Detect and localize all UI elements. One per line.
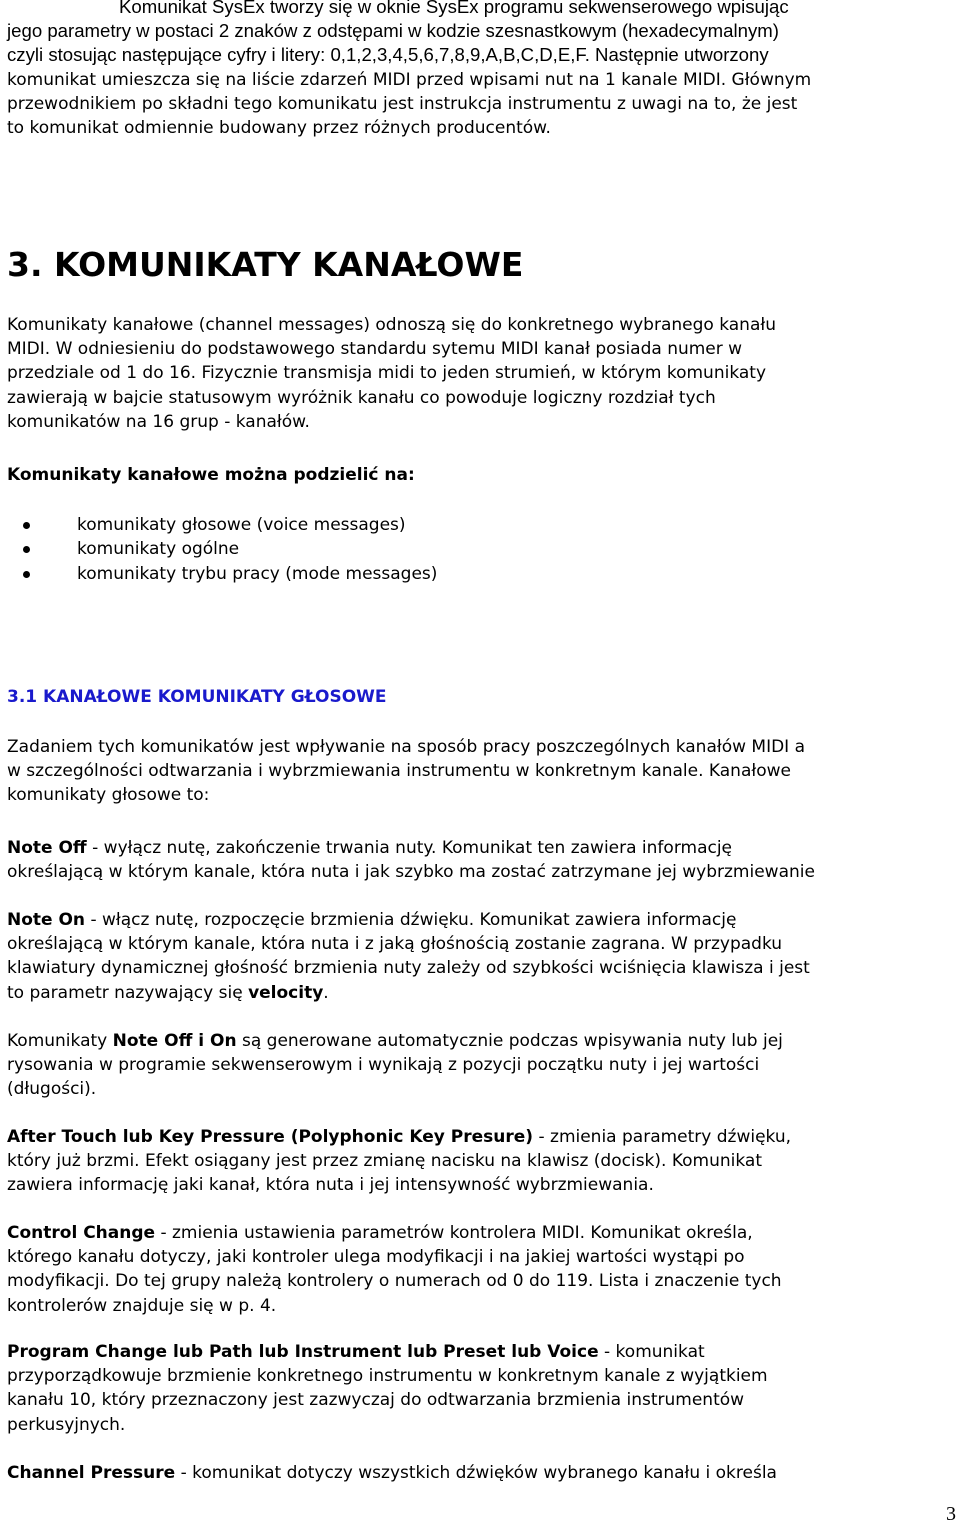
note-off-on-term: Note Off i On [112,1031,237,1051]
paragraph-line: którego kanału dotyczy, jaki kontroler ulega modyfikacji i na jakiej wartości wystąpi po [7,1247,745,1268]
page-number: 3 [946,1503,956,1525]
list-item [7,562,437,586]
note-off-term: Note Off [7,838,87,858]
bullet-list [7,513,437,586]
paragraph-text: - komunikat [598,1342,705,1362]
intro-line: to komunikat odmiennie budowany przez różnych producentów. [7,118,551,139]
paragraph-line: rysowania w programie sekwenserowym i wynikają z pozycji początku nuty i jej wartości [7,1055,760,1076]
intro-paragraph [7,0,954,140]
channel-pressure-term: Channel Pressure [7,1463,176,1483]
intro-line: czyli stosując następujące cyfry i litery: 0,1,2,3,4,5,6,7,8,9,A,B,C,D,E,F. Następnie utworzony [7,44,769,66]
control-change-term: Control Change [7,1223,156,1243]
paragraph-line: klawiatury dynamicznej głośność brzmienia nuty zależy od szybkości wciśnięcia klawisza i jest [7,958,810,979]
intro-line: komunikat umieszcza się na liście zdarzeń MIDI przed wpisami nut na 1 kanale MIDI. Głównym [7,69,812,90]
bullet-icon [23,522,30,529]
bullet-icon [23,571,30,578]
paragraph-line: kanału 10, który przeznaczony jest zazwyczaj do odtwarzania brzmienia instrumentów [7,1390,745,1411]
paragraph-line: zawiera informację jaki kanał, która nuta i jej intensywność wybrzmiewania. [7,1175,654,1196]
list-item-text: komunikaty głosowe (voice messages) [77,515,406,535]
division-heading: Komunikaty kanałowe można podzielić na: [7,465,415,485]
paragraph-line: przyporządkowuje brzmienie konkretnego instrumentu w konkretnym kanale z wyjątkiem [7,1366,768,1387]
paragraph-line: (długości). [7,1079,97,1100]
paragraph-line: komunikaty głosowe to: [7,785,210,806]
paragraph-line: MIDI. W odniesieniu do podstawowego standardu sytemu MIDI kanał posiada numer w [7,339,743,360]
paragraph-line: Komunikaty kanałowe (channel messages) odnoszą się do konkretnego wybranego kanału [7,315,776,335]
paragraph-text: - zmienia ustawienia parametrów kontrolera MIDI. Komunikat określa, [155,1223,753,1243]
note-on-paragraph [7,908,954,1005]
paragraph-line: Zadaniem tych komunikatów jest wpływanie na sposób pracy poszczególnych kanałów MIDI a [7,737,806,757]
program-change-paragraph [7,1340,954,1437]
section-3-paragraph [7,313,954,434]
paragraph-line: w szczególności odtwarzania i wybrzmiewania instrumentu w konkretnym kanale. Kanałowe [7,761,791,782]
after-touch-term: After Touch lub Key Pressure (Polyphonic Key Presure) [7,1127,534,1147]
paragraph-text: - zmienia parametry dźwięku, [533,1127,792,1147]
after-touch-paragraph [7,1125,954,1198]
paragraph-line: zawierają w bajcie statusowym wyróżnik kanału co powoduje logiczny rozdział tych [7,387,716,408]
velocity-term: velocity [248,982,324,1003]
program-change-term: Program Change lub Path lub Instrument lub Preset lub Voice [7,1342,599,1362]
bullet-icon [23,546,30,553]
paragraph-line: modyfikacji. Do tej grupy należą kontrolery o numerach od 0 do 119. Lista i znaczenie tych [7,1271,782,1292]
paragraph-text: są generowane automatycznie podczas wpisywania nuty lub jej [236,1031,783,1051]
paragraph-text: . [323,982,329,1003]
channel-pressure-paragraph [7,1461,954,1485]
paragraph-line: określającą w którym kanale, która nuta i z jaką głośnością zostanie zagrana. W przypadku [7,934,783,955]
list-item [7,513,437,537]
paragraph-line: kontrolerów znajduje się w p. 4. [7,1295,277,1316]
paragraph-line: przedziale od 1 do 16. Fizycznie transmisja midi to jeden strumień, w którym komunikaty [7,363,767,384]
paragraph-text: - włącz nutę, rozpoczęcie brzmienia dźwięku. Komunikat zawiera informację [85,910,737,930]
note-on-term: Note On [7,910,86,930]
note-off-on-paragraph [7,1029,954,1102]
paragraph-line: który już brzmi. Efekt osiągany jest przez zmianę nacisku na klawisz (docisk). Komunikat [7,1151,762,1172]
paragraph-text: to parametr nazywający się [7,982,249,1003]
list-item [7,537,437,561]
note-off-paragraph [7,836,954,884]
paragraph-line: komunikatów na 16 grup - kanałów. [7,411,310,432]
control-change-paragraph [7,1221,954,1318]
section-3-1-heading: 3.1 KANAŁOWE KOMUNIKATY GŁOSOWE [7,687,387,707]
paragraph-text: - komunikat dotyczy wszystkich dźwięków wybranego kanału i określa [175,1463,777,1483]
paragraph-line: określającą w którym kanale, która nuta i jak szybko ma zostać zatrzymane jej wybrzmiewanie [7,862,815,883]
list-item-text: komunikaty trybu pracy (mode messages) [77,563,438,584]
paragraph-text: Komunikaty [7,1031,113,1051]
intro-line: przewodnikiem po składni tego komunikatu jest instrukcja instrumentu z uwagi na to, że jest [7,93,798,114]
section-3-1-intro [7,735,954,808]
section-3-heading: 3. KOMUNIKATY KANAŁOWE [7,245,524,284]
paragraph-text: - wyłącz nutę, zakończenie trwania nuty. Komunikat ten zawiera informację [86,838,733,858]
intro-line: jego parametry w postaci 2 znaków z odstępami w kodzie szesnastkowym (hexadecymalnym) [7,20,779,42]
list-item-text: komunikaty ogólne [77,539,240,560]
paragraph-line: perkusyjnych. [7,1414,126,1435]
intro-line: Komunikat SysEx tworzy się w oknie SysEx programu sekwenserowego wpisując [119,0,789,17]
